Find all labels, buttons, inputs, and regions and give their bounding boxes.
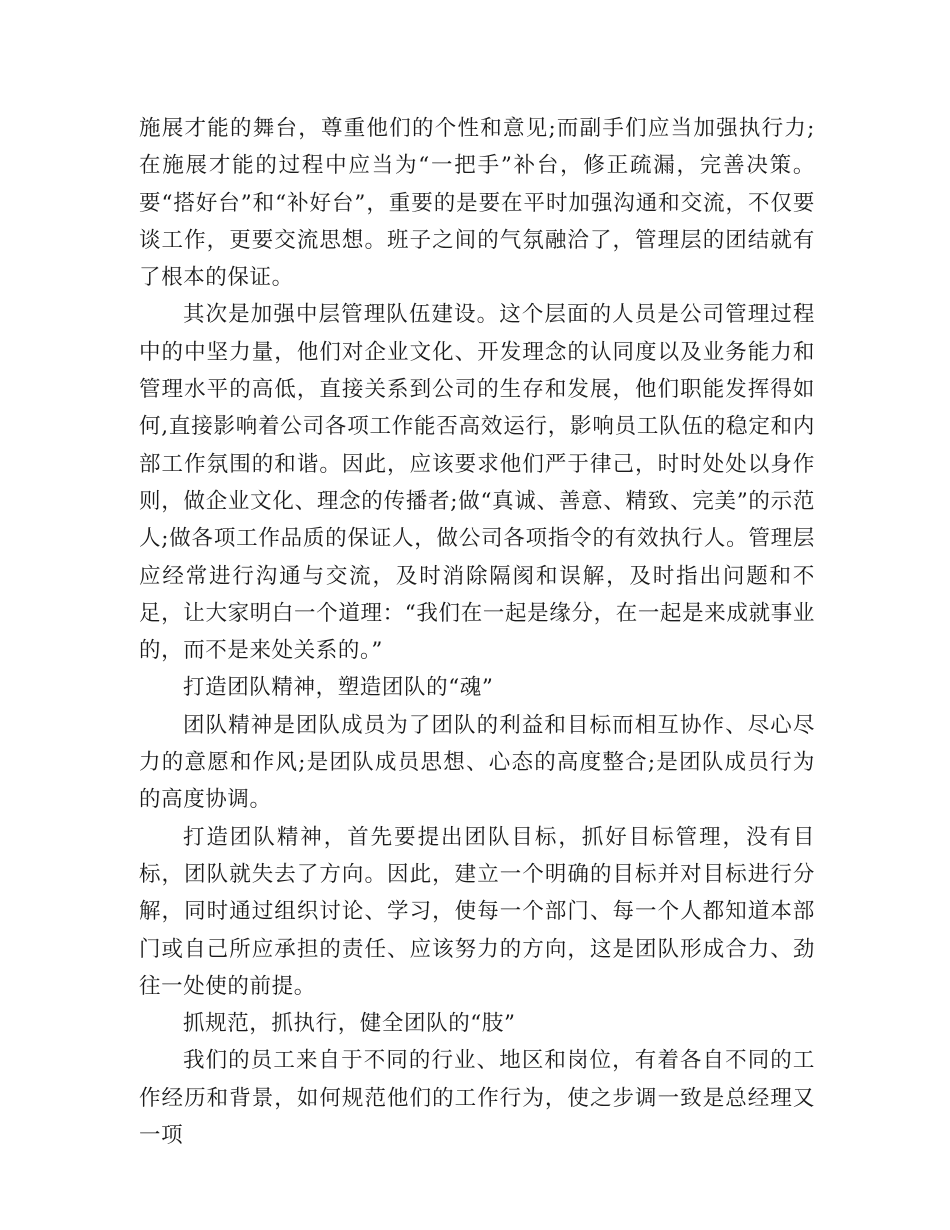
section-heading-team-spirit: 打造团队精神，塑造团队的“魂” [183,675,494,701]
paragraph-team-spirit-definition: 团队精神是团队成员为了团队的利益和目标而相互协作、尽心尽力的意愿和作风;是团队成员思想、心态的高度整合;是团队成员行为的高度协调。 [139,712,815,813]
section-heading-standards-execution: 抓规范，抓执行，健全团队的“肢” [183,1011,516,1037]
document-body [139,110,815,1154]
paragraph-continuation: 施展才能的舞台，尊重他们的个性和意见;而副手们应当加强执行力;在施展才能的过程中应当为“一把手”补台，修正疏漏，完善决策。要“搭好台”和“补好台”，重要的是要在平时加强沟通和交流，不仅要谈工作，更要交流思想。班子之间的气氛融洽了，管理层的团结就有了根本的保证。 [139,116,815,291]
paragraph-employee-backgrounds: 我们的员工来自于不同的行业、地区和岗位，有着各自不同的工作经历和背景，如何规范他们的工作行为，使之步调一致是总经理又一项 [139,1048,815,1149]
paragraph-middle-management: 其次是加强中层管理队伍建设。这个层面的人员是公司管理过程中的中坚力量，他们对企业文化、开发理念的认同度以及业务能力和管理水平的高低，直接关系到公司的生存和发展，他们职能发挥得如何,直接影响着公司各项工作能否高效运行，影响员工队伍的稳定和内部工作氛围的和谐。因此，应该要求他们严于律己，时时处处以身作则，做企业文化、理念的传播者;做“真诚、善意、精致、完美”的示范人;做各项工作品质的保证人，做公司各项指令的有效执行人。管理层应经常进行沟通与交流，及时消除隔阂和误解，及时指出问题和不足，让大家明白一个道理：“我们在一起是缘分，在一起是来成就事业的，而不是来处关系的。” [139,302,815,664]
paragraph-team-goals: 打造团队精神，首先要提出团队目标，抓好目标管理，没有目标，团队就失去了方向。因此，建立一个明确的目标并对目标进行分解，同时通过组织讨论、学习，使每一个部门、每一个人都知道本部门或自己所应承担的责任、应该努力的方向，这是团队形成合力、劲往一处使的前提。 [139,824,815,999]
